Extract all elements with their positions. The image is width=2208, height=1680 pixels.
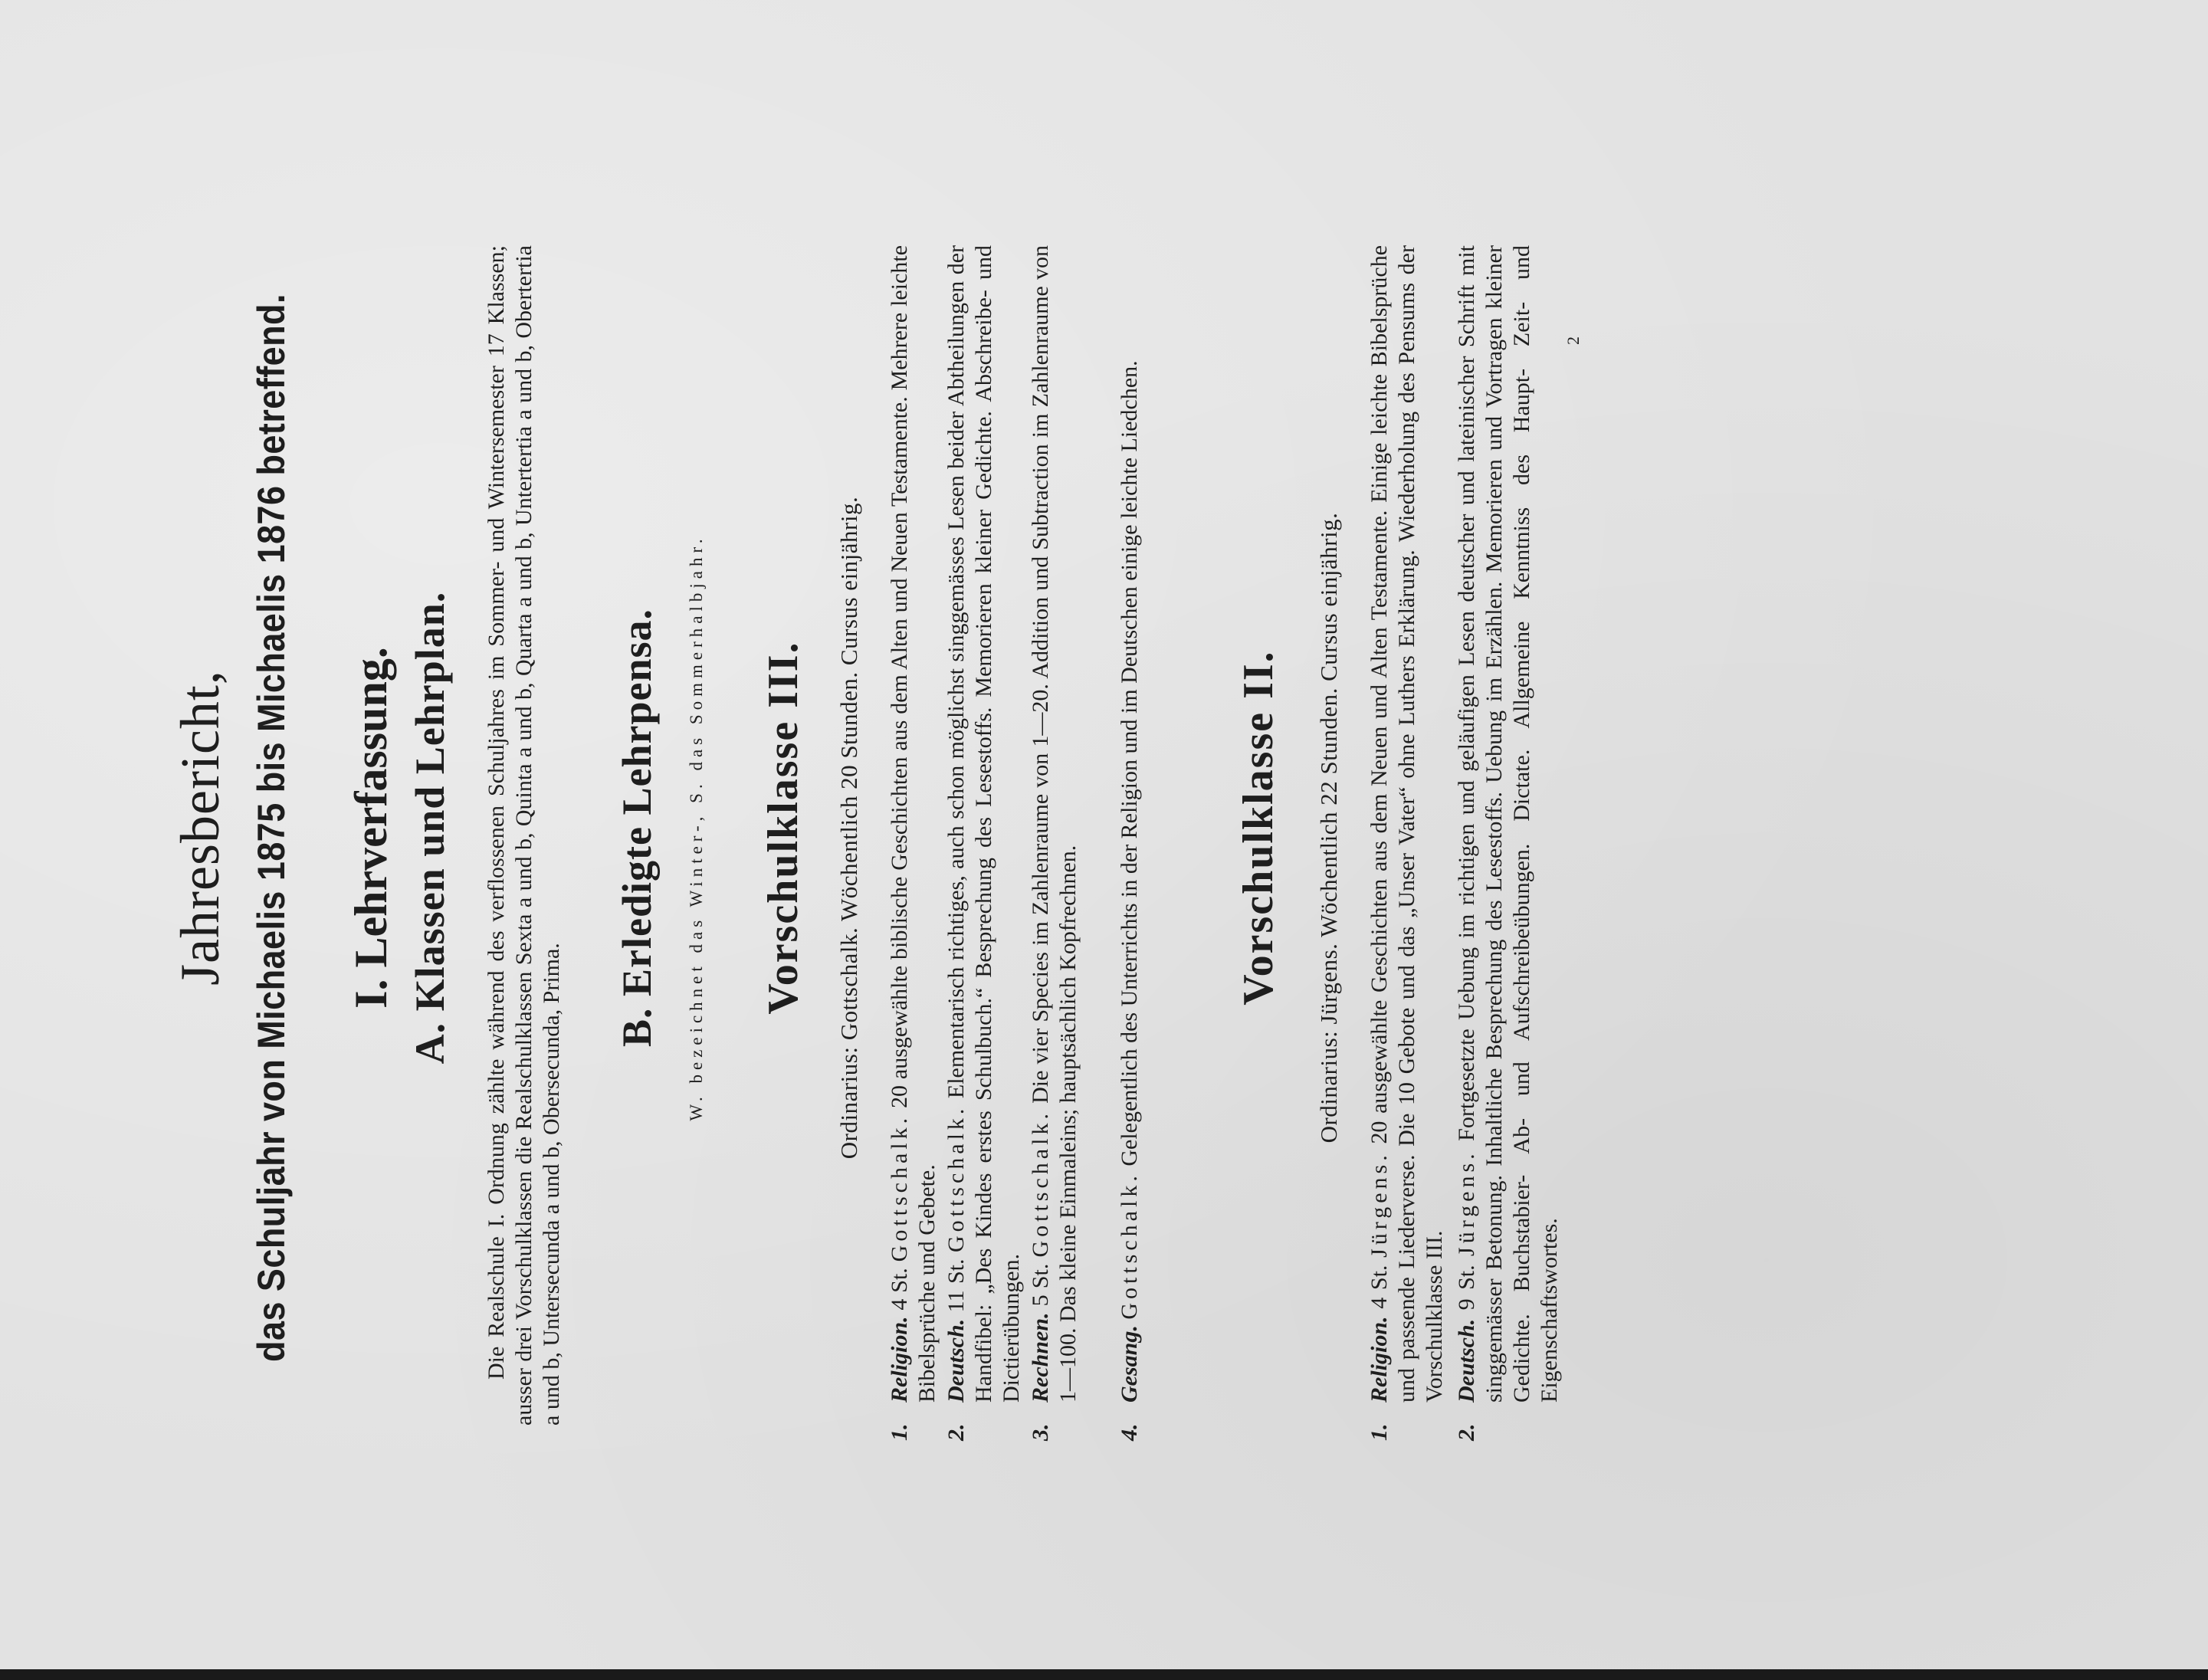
ordinarius-block (1315, 100, 1343, 1556)
item-teacher: Jürgens. (1454, 1150, 1479, 1256)
item-subject: Rechnen. (1028, 1312, 1053, 1403)
intro-paragraph: Die Realschule I. Ordnung zählte während des verflossenen Schuljahres im Sommer- und Wintersemester 17 Klassen; ausser drei Vorschulklassen die Realschulklassen Sexta a und b, Quinta a und b, Quarta a und b, Untertertia a und b, Obertertia a und b, Untersecunda a und b, Obersecunda, Prima. (484, 245, 564, 1426)
list-item (886, 100, 941, 1556)
item-number: 4. (1117, 1423, 1142, 1441)
class-heading: Vorschulklasse III. (760, 641, 807, 1015)
list-item (943, 100, 1025, 1556)
item-subject: Religion. (1366, 1316, 1392, 1403)
item-text: Fortgesetzte Uebung im richtigen und geläufigen Lesen deutscher und lateinischer Schrift mit singgemässer Betonung. Inhaltliche Besprechung des Lesestoffs. Uebung im Erzählen. Memorieren und Vortragen kleiner Gedichte. Buchstabier- Ab- und Aufschreibeübungen. Dictate. Allgemeine Kenntniss des Haupt- Zeit- und Eigenschaftswortes. (1454, 244, 1562, 1403)
item-hours: 4 St. (1366, 1265, 1392, 1309)
item-subject: Gesang. (1117, 1325, 1142, 1403)
item-number: 3. (1028, 1423, 1053, 1441)
item-teacher: Gottschalk. (1028, 1110, 1053, 1258)
class-heading-block (759, 100, 808, 1556)
rotated-document-page (169, 100, 2069, 1556)
title-block (169, 100, 232, 1556)
item-subject: Deutsch. (1454, 1318, 1479, 1403)
item-teacher: Gottschalk. (887, 1114, 912, 1262)
subsection-heading-lehrpensa: B. Erledigte Lehrpensa. (614, 609, 660, 1047)
item-teacher: Jürgens. (1366, 1151, 1392, 1258)
item-teacher: Gottschalk. (1117, 1172, 1142, 1320)
intro-block (483, 100, 566, 1556)
class-heading: Vorschulklasse II. (1235, 650, 1282, 1006)
item-text: 20 ausgewählte Geschichten aus dem Neuen und Alten Testamente. Einige leichte Bibelsprüche und passende Liederverse. Die 10 Gebote und das „Unser Vater“ ohne Luthers Erklärung. Wiederholung des Pensums der Vorschulklasse III. (1366, 244, 1447, 1403)
item-number: 2. (1454, 1423, 1479, 1441)
item-hours: 11 St. (943, 1258, 969, 1313)
subsection-heading-klassen: A. Klassen und Lehrplan. (407, 591, 453, 1065)
page-title: Jahresbericht, (169, 670, 231, 986)
item-text: 20 ausgewählte biblische Geschichten aus dem Alten und Neuen Testamente. Mehrere leichte Bibelsprüche und Gebete. (887, 244, 940, 1403)
item-text: Gelegentlich des Unterrichts in der Religion und im Deutschen einige leichte Liedchen. (1117, 360, 1142, 1166)
page-subtitle: das Schuljahr von Michaelis 1875 bis Michaelis 1876 betreffend. (250, 294, 293, 1362)
ordinarius-line: Ordinarius: Jürgens. Wöchentlich 22 Stunden. Cursus einjährig. (1315, 512, 1342, 1144)
subtitle-block (249, 100, 294, 1556)
item-teacher: Gottschalk. (943, 1104, 969, 1253)
item-subject: Deutsch. (943, 1318, 969, 1403)
item-hours: 5 St. (1028, 1263, 1053, 1307)
list-item (1366, 100, 1448, 1556)
item-hours: 4 St. (887, 1268, 912, 1311)
item-number: 1. (887, 1423, 912, 1441)
item-hours: 9 St. (1454, 1265, 1479, 1311)
scan-edge (0, 1669, 2208, 1680)
item-number: 2. (943, 1423, 969, 1441)
note-block (687, 100, 707, 1556)
subsection-b-block (613, 100, 661, 1556)
list-item (1116, 100, 1143, 1556)
ordinarius-line: Ordinarius: Gottschalk. Wöchentlich 20 Stunden. Cursus einjährig. (835, 496, 862, 1160)
item-number: 1. (1366, 1423, 1392, 1441)
list-item (1027, 100, 1082, 1556)
section-heading-lehrverfassung: I. Lehrverfassung. (346, 647, 396, 1009)
section-heading-block (345, 100, 398, 1556)
class-heading-block (1234, 100, 1283, 1556)
item-text: Elementarisch richtiges, auch schon möglichst singgemässes Lesen beider Abtheilungen der Handfibel: „Des Kindes erstes Schulbuch.“ Besprechung des Lesestoffs. Memorieren kleiner Gedichte. Abschreibe- und Dictierübungen. (943, 244, 1024, 1403)
halbjahr-note: W. bezeichnet das Winter-, S. das Sommerhalbjahr. (687, 534, 706, 1121)
list-item (1453, 100, 1563, 1556)
page-number: 2 (1563, 336, 1583, 345)
item-subject: Religion. (887, 1316, 912, 1403)
subsection-a-block (406, 100, 454, 1556)
item-text: Die vier Species im Zahlenraume von 1—20. Addition und Subtraction im Zahlenraume von 1—100. Das kleine Einmaleins; hauptsächlich Kopfrechnen. (1028, 244, 1081, 1403)
ordinarius-block (835, 100, 863, 1556)
